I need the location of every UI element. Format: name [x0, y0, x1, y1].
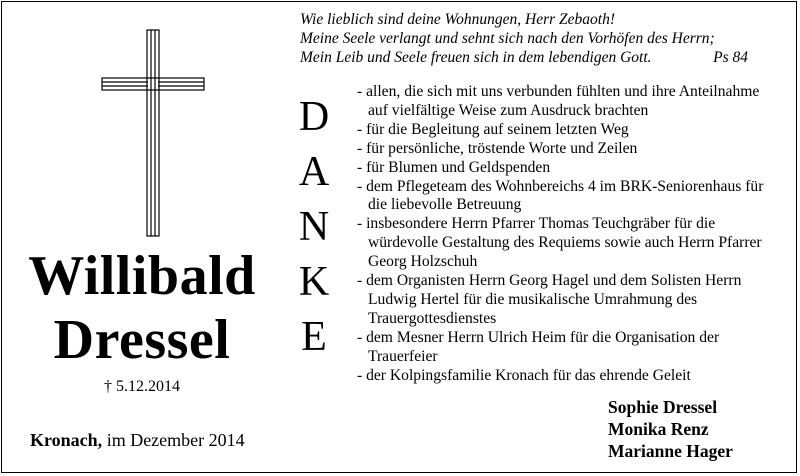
- psalm-reference: Ps 84: [713, 49, 748, 66]
- signer-name: Sophie Dressel: [608, 397, 718, 417]
- thanks-item: - für persönliche, tröstende Worte und Zeilen: [357, 139, 638, 157]
- psalm-line-text: Mein Leib und Seele freuen sich in dem lebendigen Gott.: [300, 49, 652, 66]
- psalm-quote: [300, 10, 748, 67]
- death-date: † 5.12.2014: [104, 378, 180, 395]
- thanks-item: - für die Begleitung auf seinem letzten Weg: [357, 120, 629, 138]
- thanks-item: - dem Mesner Herrn Ulrich Heim für die Organisation der Trauerfeier: [357, 328, 720, 365]
- signer-name: Marianne Hager: [608, 441, 733, 461]
- thanks-item: - dem Organisten Herrn Georg Hagel und dem Solisten Herrn Ludwig Hertel für die musikalische Umrahmung des Trauergottesdienstes: [357, 272, 742, 327]
- psalm-line: Wie lieblich sind deine Wohnungen, Herr Zebaoth!: [300, 11, 615, 28]
- danke-letter: A: [298, 149, 330, 195]
- danke-letter: D: [298, 94, 330, 140]
- psalm-line: Meine Seele verlangt und sehnt sich nach den Vorhöfen des Herrn;: [300, 30, 715, 47]
- danke-vertical-word: [282, 90, 346, 365]
- deceased-last-name: Dressel: [53, 309, 231, 371]
- danke-letter: N: [298, 204, 330, 250]
- thanks-item: - der Kolpingsfamilie Kronach für das ehrende Geleit: [357, 366, 691, 384]
- thanks-item: - allen, die sich mit uns verbunden fühlten und ihre Anteilnahme auf vielfältige Weise zum Ausdruck brachten: [357, 83, 760, 119]
- thanks-item: - dem Pflegeteam des Wohnbereichs 4 im BRK-Seniorenhaus für die liebevolle Betreuung: [357, 177, 764, 214]
- deceased-first-name: Willibald: [28, 245, 256, 307]
- signers-list: [608, 396, 733, 462]
- psalm-line: [300, 48, 748, 67]
- cross-icon: [100, 28, 206, 238]
- place-city: Kronach,: [30, 430, 103, 450]
- danke-letter: E: [301, 314, 327, 360]
- thanks-item: - insbesondere Herrn Pfarrer Thomas Teuchgräber für die würdevolle Gestaltung des Requiems sowie auch Herrn Pfarrer Georg Holzschuh: [357, 215, 762, 271]
- danke-letter: K: [298, 259, 330, 305]
- place-and-date: [30, 430, 245, 451]
- obituary-notice: [1, 1, 797, 473]
- thanks-list: [357, 83, 777, 386]
- thanks-item: - für Blumen und Geldspenden: [357, 158, 551, 176]
- signer-name: Monika Renz: [608, 419, 709, 439]
- notice-date: im Dezember 2014: [106, 430, 245, 450]
